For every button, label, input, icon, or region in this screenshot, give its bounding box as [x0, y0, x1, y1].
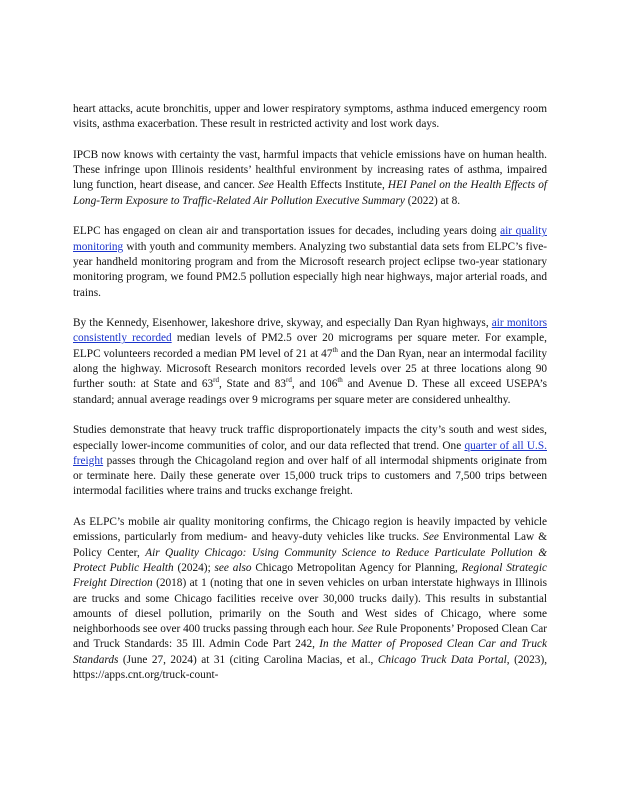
freight-link[interactable]: quarter of all U.S. freight [73, 439, 547, 467]
paragraph-text: , State and 83 [218, 378, 287, 391]
paragraph-ipcb [73, 148, 547, 209]
paragraph-health-effects [73, 102, 547, 133]
air-monitors-link[interactable]: air monitors consistently recorded [73, 317, 547, 345]
citation-title: In the Matter of Proposed Clean Car and Truck Standards [73, 638, 547, 666]
paragraph-truck-traffic [73, 423, 547, 499]
ordinal-suffix: rd [286, 376, 292, 385]
paragraph-text: As ELPC’s mobile air quality monitoring confirms, the Chicago region is heavily impacted by vehicle emissions, particularly from medium- and heavy-duty vehicles like trucks. [73, 516, 547, 544]
paragraph-text: , and 106 [291, 378, 338, 391]
ordinal-suffix: rd [213, 376, 219, 385]
citation-pin: (June 27, 2024) at 31 (citing Carolina Macias, et al., [122, 653, 374, 666]
paragraph-text: median levels of PM2.5 over 20 micrograms per square meter. For example, ELPC volunteers recorded a median PM level of 21 at 47 [73, 332, 548, 360]
air-quality-monitoring-link[interactable]: air quality monitoring [73, 225, 547, 253]
citation-signal: See [258, 179, 274, 192]
citation-author: Health Effects Institute, [276, 179, 385, 192]
ordinal-suffix: th [337, 376, 343, 385]
ordinal-suffix: th [332, 345, 338, 354]
paragraph-text: and Avenue D. These all exceed USEPA’s standard; annual average readings over 9 micrograms per square meter are considered unhealthy. [73, 378, 547, 406]
citation-signal: see also [214, 561, 252, 574]
citation-author: Chicago Metropolitan Agency for Planning, [255, 561, 458, 574]
citation-signal: See [423, 531, 439, 544]
citation-author: Environmental Law & Policy Center, [73, 531, 548, 559]
citation-signal: See [357, 623, 374, 636]
citation-title: Regional Strategic Freight Direction [73, 561, 547, 590]
paragraph-text: passes through the Chicagoland region and over half of all intermodal shipments originate from or terminate here. Daily these generate over 15,000 truck trips to customers and 7,500 trips between intermodal facilities where trains and trucks exchange freight. [73, 454, 548, 498]
citation-author: Rule Proponents’ Proposed Clean Car and Truck Standards: 35 Ill. Admin Code Part 242, [73, 623, 548, 651]
paragraph-text: Studies demonstrate that heavy truck traffic disproportionately impacts the city’s south and west sides, especially lower-income communities of color, and our data reflected that trend. One [73, 424, 547, 452]
paragraph-mobile-monitoring [73, 515, 547, 683]
paragraph-elpc-monitoring [73, 224, 547, 300]
citation-title: HEI Panel on the Health Effects of Long-Term Exposure to Traffic-Related Air Pollution Executive Summary [73, 179, 547, 207]
paragraph-text: with youth and community members. Analyzing two substantial data sets from ELPC’s five-year handheld monitoring program and from the Microsoft research project eclipse two-year stationary monitoring program, we found PM2.5 pollution especially high near highways, major arterial roads, and trains. [73, 240, 548, 299]
paragraph-text: ELPC has engaged on clean air and transportation issues for decades, including years doing [73, 225, 497, 238]
citation-pin: (2022) at 8. [407, 194, 461, 207]
citation-title: Chicago Truck Data Portal [377, 653, 507, 666]
paragraph-text: heart attacks, acute bronchitis, upper and lower respiratory symptoms, asthma induced emergency room visits, asthma exacerbation. These result in restricted activity and lost work days. [73, 103, 547, 131]
citation-title: Air Quality Chicago: Using Community Science to Reduce Particulate Pollution & Protect Public Health [73, 546, 547, 574]
paragraph-highway-readings [73, 316, 547, 408]
document-page [73, 102, 547, 699]
paragraph-text: IPCB now knows with certainty the vast, harmful impacts that vehicle emissions have on human health. These infringe upon Illinois residents’ healthful environment by increasing rates of asthma, impaired lung function, heart disease, and cancer. [73, 148, 547, 192]
citation-pin: (2024); [177, 561, 211, 574]
paragraph-text: By the Kennedy, Eisenhower, lakeshore drive, skyway, and especially Dan Ryan highways, [73, 317, 489, 330]
citation-url: , (2023), https://apps.cnt.org/truck-count- [73, 653, 548, 681]
paragraph-text: and the Dan Ryan, near an intermodal facility along the highway. Microsoft Research monitors recorded levels over 25 at three locations along 90 further south: at State and 63 [73, 347, 547, 391]
paragraph-text: (2018) at 1 (noting that one in seven vehicles on urban interstate highways in Illinois are trucks and some Chicago facilities receive over 30,000 trucks daily). This results in substantial amounts of diesel pollution, primarily on the South and West sides of Chicago, where some neighborhoods see over 400 trucks passing through each hour. [73, 577, 548, 636]
